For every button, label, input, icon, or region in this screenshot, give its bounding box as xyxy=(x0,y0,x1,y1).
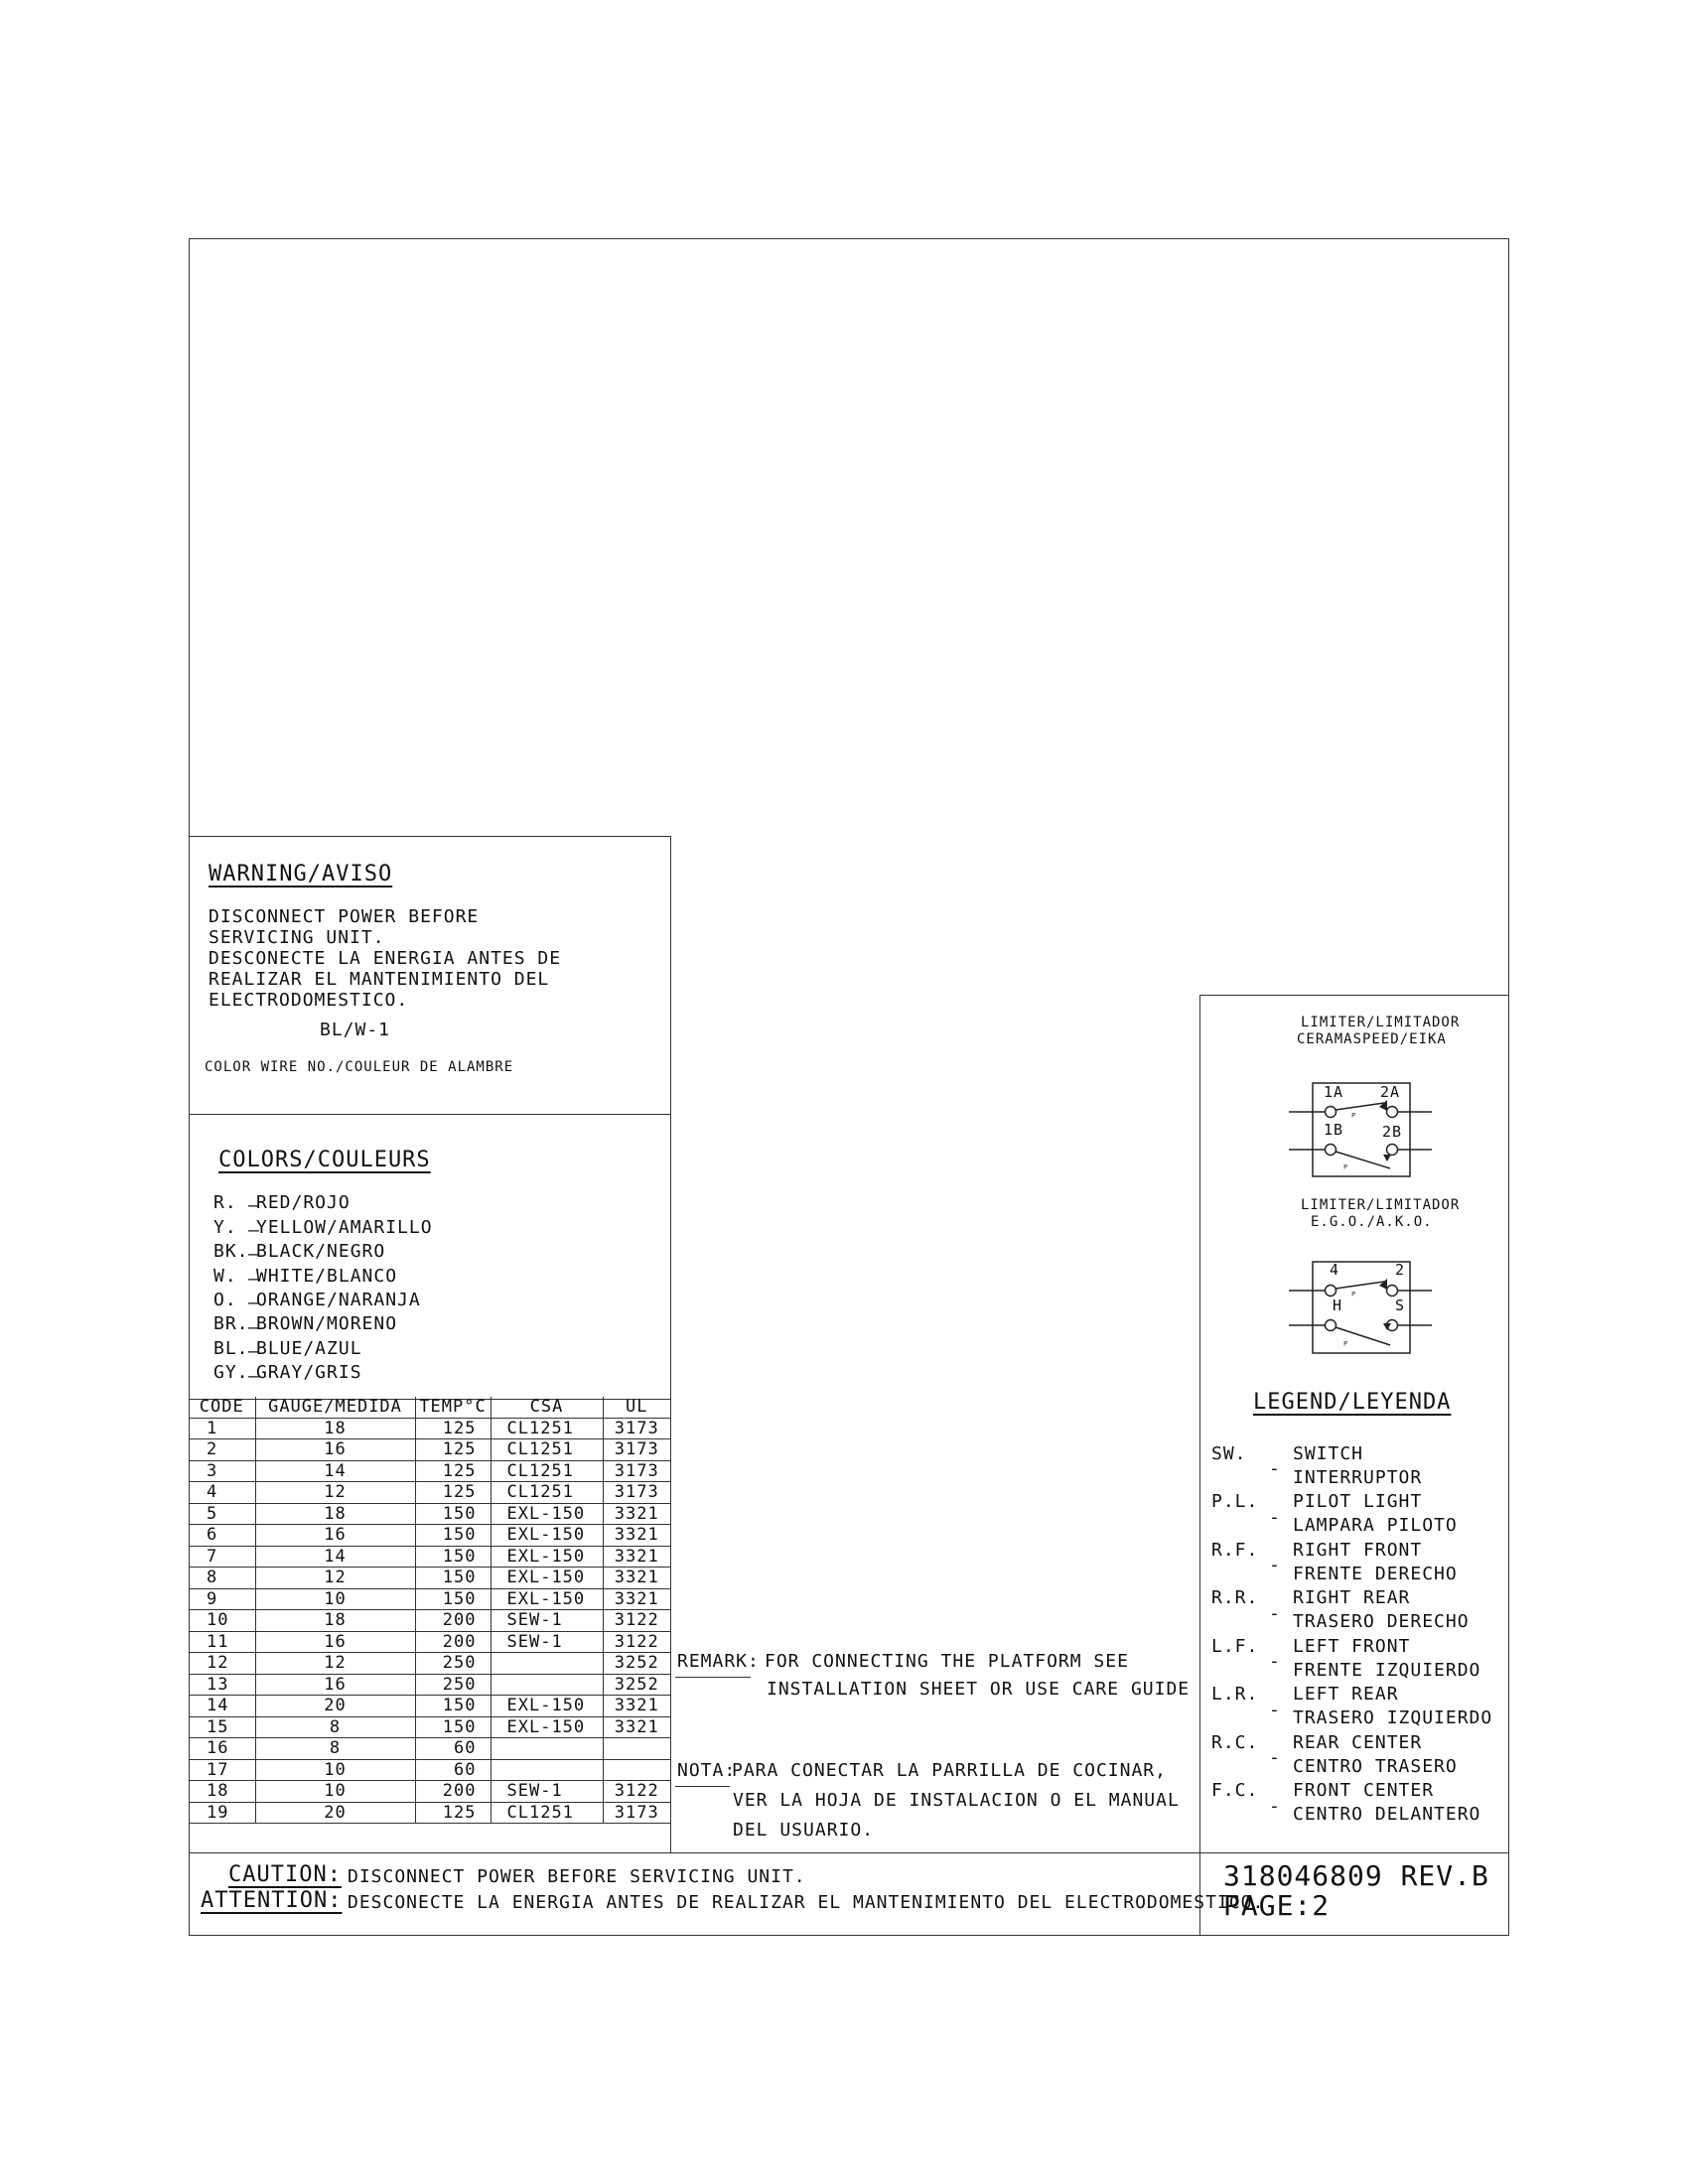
cell-code: 14 xyxy=(189,1696,255,1717)
cell-temp: 60 xyxy=(415,1738,491,1760)
table-row xyxy=(189,1696,670,1717)
nota-line-2: VER LA HOJA DE INSTALACION O EL MANUAL xyxy=(733,1790,1180,1811)
cell-code: 19 xyxy=(189,1802,255,1824)
color-code: R. xyxy=(213,1192,237,1213)
cell-csa: EXL-150 xyxy=(491,1546,603,1568)
cell-csa: EXL-150 xyxy=(491,1588,603,1610)
cell-code: 10 xyxy=(189,1610,255,1632)
color-code: Y. xyxy=(213,1217,237,1238)
table-row xyxy=(189,1738,670,1760)
cell-temp: 150 xyxy=(415,1546,491,1568)
table-row xyxy=(189,1503,670,1525)
col-header-code: CODE xyxy=(189,1397,255,1418)
warning-title: WARNING/AVISO xyxy=(209,862,393,887)
cell-temp: 150 xyxy=(415,1716,491,1738)
nota-line-3: DEL USUARIO. xyxy=(733,1820,875,1841)
cell-ul: 3321 xyxy=(603,1588,670,1610)
cell-gauge: 16 xyxy=(255,1525,415,1547)
cell-gauge: 12 xyxy=(255,1482,415,1504)
table-row xyxy=(189,1781,670,1803)
legend-en: LEFT REAR xyxy=(1293,1684,1399,1705)
limiter2-terminal-h: H xyxy=(1333,1297,1343,1314)
cell-ul: 3173 xyxy=(603,1460,670,1482)
attention-label: ATTENTION: xyxy=(201,1888,343,1913)
legend-en: RIGHT REAR xyxy=(1293,1587,1411,1608)
caution-text: DISCONNECT POWER BEFORE SERVICING UNIT. xyxy=(348,1866,806,1887)
cell-temp: 200 xyxy=(415,1781,491,1803)
legend-en: REAR CENTER xyxy=(1293,1732,1423,1753)
color-name: BROWN/MORENO xyxy=(256,1313,398,1334)
cell-csa: CL1251 xyxy=(491,1802,603,1824)
legend-en: RIGHT FRONT xyxy=(1293,1540,1423,1561)
limiter2-terminal-4: 4 xyxy=(1330,1261,1340,1279)
color-name: WHITE/BLANCO xyxy=(256,1266,398,1287)
cell-code: 8 xyxy=(189,1568,255,1589)
limiter2-terminal-2: 2 xyxy=(1395,1261,1406,1279)
cell-ul: 3173 xyxy=(603,1802,670,1824)
limiter2-title: LIMITER/LIMITADOR xyxy=(1301,1197,1461,1213)
cell-csa: EXL-150 xyxy=(491,1503,603,1525)
color-name: BLACK/NEGRO xyxy=(256,1241,386,1262)
cell-code: 11 xyxy=(189,1631,255,1653)
legend-title: LEGEND/LEYENDA xyxy=(1253,1390,1452,1415)
legend-en: SWITCH xyxy=(1293,1443,1364,1464)
limiter1-terminal-2a: 2A xyxy=(1380,1083,1401,1101)
color-name: GRAY/GRIS xyxy=(256,1362,362,1383)
limiter1-title: LIMITER/LIMITADOR xyxy=(1301,1015,1461,1030)
cell-code: 15 xyxy=(189,1716,255,1738)
cell-temp: 125 xyxy=(415,1482,491,1504)
cell-code: 16 xyxy=(189,1738,255,1760)
cell-gauge: 20 xyxy=(255,1802,415,1824)
legend-abbr: SW. xyxy=(1211,1443,1247,1464)
cell-ul: 3252 xyxy=(603,1653,670,1675)
color-name: YELLOW/AMARILLO xyxy=(256,1217,433,1238)
legend-separators: - - - - - - - - xyxy=(1269,1458,1281,1817)
cell-csa: SEW-1 xyxy=(491,1631,603,1653)
caution-label: CAUTION: xyxy=(228,1862,342,1887)
col-header-csa: CSA xyxy=(491,1397,603,1418)
cell-csa: SEW-1 xyxy=(491,1610,603,1632)
cell-ul: 3321 xyxy=(603,1503,670,1525)
cell-csa: CL1251 xyxy=(491,1460,603,1482)
cell-temp: 250 xyxy=(415,1674,491,1696)
table-row xyxy=(189,1525,670,1547)
cell-gauge: 10 xyxy=(255,1588,415,1610)
warning-line-1: DISCONNECT POWER BEFORE xyxy=(209,906,480,927)
cell-temp: 200 xyxy=(415,1610,491,1632)
nota-underline xyxy=(675,1786,730,1787)
limiter1-terminal-1b: 1B xyxy=(1324,1121,1344,1139)
legend-abbr: L.R. xyxy=(1211,1684,1259,1705)
cell-csa xyxy=(491,1653,603,1675)
col-header-ul: UL xyxy=(603,1397,670,1418)
table-row xyxy=(189,1631,670,1653)
limiter1-terminal-2b: 2B xyxy=(1382,1123,1403,1141)
cell-ul: 3122 xyxy=(603,1610,670,1632)
color-separators: – – – – – – – – xyxy=(248,1195,260,1387)
color-name: RED/ROJO xyxy=(256,1192,351,1213)
cell-code: 4 xyxy=(189,1482,255,1504)
table-row xyxy=(189,1759,670,1781)
legend-abbr: L.F. xyxy=(1211,1636,1259,1657)
svg-text:ᴾ: ᴾ xyxy=(1342,1339,1349,1352)
cell-code: 6 xyxy=(189,1525,255,1547)
legend-es: TRASERO IZQUIERDO xyxy=(1293,1707,1493,1728)
col-header-gauge: GAUGE/MEDIDA xyxy=(255,1397,415,1418)
warning-line-2: SERVICING UNIT. xyxy=(209,927,385,948)
left-panel-right-border xyxy=(670,836,671,1853)
table-row xyxy=(189,1674,670,1696)
legend-abbr: F.C. xyxy=(1211,1780,1259,1801)
cell-csa xyxy=(491,1759,603,1781)
cell-code: 18 xyxy=(189,1781,255,1803)
cell-csa: CL1251 xyxy=(491,1418,603,1439)
svg-text:ᴾ: ᴾ xyxy=(1350,1111,1357,1124)
cell-csa: EXL-150 xyxy=(491,1696,603,1717)
cell-ul: 3321 xyxy=(603,1716,670,1738)
legend-es: FRENTE IZQUIERDO xyxy=(1293,1660,1481,1681)
warning-box-top-border xyxy=(189,836,671,837)
cell-gauge: 10 xyxy=(255,1759,415,1781)
warning-line-5: ELECTRODOMESTICO. xyxy=(209,990,409,1011)
limiter2-terminal-s: S xyxy=(1395,1297,1406,1314)
cell-csa: EXL-150 xyxy=(491,1525,603,1547)
legend-es: CENTRO DELANTERO xyxy=(1293,1804,1481,1825)
remark-label: REMARK: xyxy=(677,1651,760,1672)
legend-es: CENTRO TRASERO xyxy=(1293,1756,1458,1777)
remark-line-1: FOR CONNECTING THE PLATFORM SEE xyxy=(765,1651,1129,1672)
part-number: 318046809 REV.B xyxy=(1223,1859,1489,1892)
limiter2-subtitle: E.G.O./A.K.O. xyxy=(1311,1214,1433,1230)
wire-table-body xyxy=(189,1418,670,1824)
cell-temp: 150 xyxy=(415,1588,491,1610)
legend-box-left-border xyxy=(1199,995,1200,1936)
table-row xyxy=(189,1460,670,1482)
cell-ul: 3321 xyxy=(603,1696,670,1717)
cell-code: 2 xyxy=(189,1439,255,1461)
cell-temp: 125 xyxy=(415,1460,491,1482)
color-code: GY. xyxy=(213,1362,249,1383)
cell-code: 7 xyxy=(189,1546,255,1568)
limiter2-schematic xyxy=(1281,1256,1440,1360)
cell-ul xyxy=(603,1738,670,1760)
legend-es: INTERRUPTOR xyxy=(1293,1467,1423,1488)
attention-text: DESCONECTE LA ENERGIA ANTES DE REALIZAR EL MANTENIMIENTO DEL ELECTRODOMESTICO. xyxy=(348,1892,1265,1913)
color-code: BK. xyxy=(213,1241,249,1262)
limiter1-subtitle: CERAMASPEED/EIKA xyxy=(1297,1031,1447,1047)
col-header-temp: TEMP°C xyxy=(415,1397,491,1418)
remark-underline xyxy=(675,1677,751,1678)
cell-ul: 3321 xyxy=(603,1568,670,1589)
wire-example: BL/W-1 xyxy=(320,1020,391,1040)
wire-spec-table xyxy=(189,1397,670,1824)
svg-text:ᴾ: ᴾ xyxy=(1350,1290,1357,1302)
color-name: ORANGE/NARANJA xyxy=(256,1290,421,1310)
table-row xyxy=(189,1482,670,1504)
cell-csa xyxy=(491,1738,603,1760)
legend-en: PILOT LIGHT xyxy=(1293,1491,1423,1512)
cell-code: 12 xyxy=(189,1653,255,1675)
cell-gauge: 8 xyxy=(255,1716,415,1738)
table-row xyxy=(189,1610,670,1632)
table-row xyxy=(189,1802,670,1824)
cell-temp: 200 xyxy=(415,1631,491,1653)
cell-temp: 60 xyxy=(415,1759,491,1781)
cell-csa: SEW-1 xyxy=(491,1781,603,1803)
cell-code: 17 xyxy=(189,1759,255,1781)
cell-gauge: 16 xyxy=(255,1439,415,1461)
table-row xyxy=(189,1418,670,1439)
cell-ul: 3173 xyxy=(603,1418,670,1439)
legend-abbr: R.R. xyxy=(1211,1587,1259,1608)
cell-gauge: 8 xyxy=(255,1738,415,1760)
cell-temp: 125 xyxy=(415,1418,491,1439)
cell-code: 9 xyxy=(189,1588,255,1610)
cell-ul: 3173 xyxy=(603,1439,670,1461)
nota-label: NOTA: xyxy=(677,1760,737,1781)
cell-gauge: 18 xyxy=(255,1418,415,1439)
nota-line-1: PARA CONECTAR LA PARRILLA DE COCINAR, xyxy=(732,1760,1167,1781)
cell-ul: 3122 xyxy=(603,1631,670,1653)
table-row xyxy=(189,1716,670,1738)
svg-text:ᴾ: ᴾ xyxy=(1342,1162,1349,1175)
legend-abbr: P.L. xyxy=(1211,1491,1259,1512)
cell-ul: 3173 xyxy=(603,1482,670,1504)
limiter1-schematic xyxy=(1281,1077,1440,1181)
cell-temp: 125 xyxy=(415,1439,491,1461)
table-row xyxy=(189,1546,670,1568)
remark-line-2: INSTALLATION SHEET OR USE CARE GUIDE xyxy=(767,1679,1191,1700)
cell-temp: 150 xyxy=(415,1525,491,1547)
page-number: PAGE:2 xyxy=(1223,1889,1331,1922)
cell-ul: 3321 xyxy=(603,1546,670,1568)
cell-gauge: 12 xyxy=(255,1568,415,1589)
cell-gauge: 20 xyxy=(255,1696,415,1717)
color-code: W. xyxy=(213,1266,237,1287)
table-row xyxy=(189,1653,670,1675)
cell-csa xyxy=(491,1674,603,1696)
legend-abbr: R.C. xyxy=(1211,1732,1259,1753)
color-code: BL. xyxy=(213,1338,249,1359)
warning-box-bottom-border xyxy=(189,1114,671,1115)
legend-es: FRENTE DERECHO xyxy=(1293,1564,1458,1584)
cell-gauge: 16 xyxy=(255,1674,415,1696)
cell-ul: 3122 xyxy=(603,1781,670,1803)
table-row xyxy=(189,1568,670,1589)
color-code: O. xyxy=(213,1290,237,1310)
limiter1-terminal-1a: 1A xyxy=(1324,1083,1344,1101)
wire-caption: COLOR WIRE NO./COULEUR DE ALAMBRE xyxy=(205,1059,514,1075)
legend-es: TRASERO DERECHO xyxy=(1293,1611,1470,1632)
cell-csa: EXL-150 xyxy=(491,1716,603,1738)
cell-code: 13 xyxy=(189,1674,255,1696)
cell-code: 3 xyxy=(189,1460,255,1482)
cell-gauge: 18 xyxy=(255,1503,415,1525)
table-row xyxy=(189,1588,670,1610)
cell-gauge: 14 xyxy=(255,1460,415,1482)
table-header-row xyxy=(189,1397,670,1418)
legend-box-top-border xyxy=(1199,995,1509,996)
cell-ul: 3321 xyxy=(603,1525,670,1547)
cell-gauge: 14 xyxy=(255,1546,415,1568)
caution-strip-top-border xyxy=(189,1852,1509,1853)
cell-gauge: 18 xyxy=(255,1610,415,1632)
cell-csa: EXL-150 xyxy=(491,1568,603,1589)
cell-temp: 125 xyxy=(415,1802,491,1824)
cell-gauge: 16 xyxy=(255,1631,415,1653)
legend-en: LEFT FRONT xyxy=(1293,1636,1411,1657)
cell-code: 5 xyxy=(189,1503,255,1525)
cell-gauge: 10 xyxy=(255,1781,415,1803)
legend-abbr: R.F. xyxy=(1211,1540,1259,1561)
cell-csa: CL1251 xyxy=(491,1482,603,1504)
colors-title: COLORS/COULEURS xyxy=(218,1148,431,1172)
cell-temp: 150 xyxy=(415,1503,491,1525)
cell-ul: 3252 xyxy=(603,1674,670,1696)
table-row xyxy=(189,1439,670,1461)
color-name: BLUE/AZUL xyxy=(256,1338,362,1359)
cell-ul xyxy=(603,1759,670,1781)
cell-csa: CL1251 xyxy=(491,1439,603,1461)
cell-temp: 250 xyxy=(415,1653,491,1675)
cell-code: 1 xyxy=(189,1418,255,1439)
warning-line-3: DESCONECTE LA ENERGIA ANTES DE xyxy=(209,948,562,969)
legend-en: FRONT CENTER xyxy=(1293,1780,1435,1801)
cell-temp: 150 xyxy=(415,1696,491,1717)
cell-temp: 150 xyxy=(415,1568,491,1589)
color-code: BR. xyxy=(213,1313,249,1334)
cell-gauge: 12 xyxy=(255,1653,415,1675)
warning-line-4: REALIZAR EL MANTENIMIENTO DEL xyxy=(209,969,550,990)
legend-es: LAMPARA PILOTO xyxy=(1293,1515,1458,1536)
